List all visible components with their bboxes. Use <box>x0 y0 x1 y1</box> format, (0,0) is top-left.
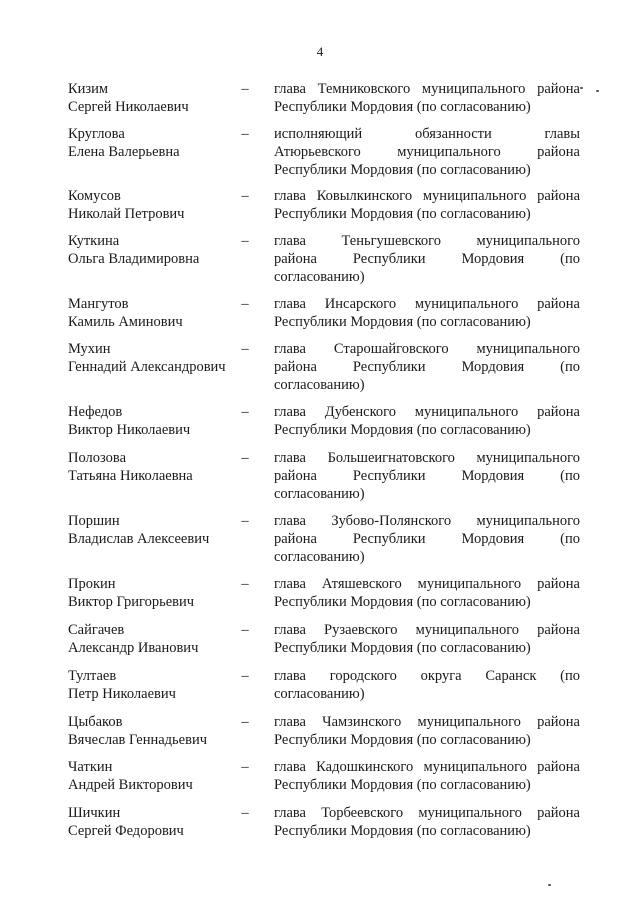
position-description <box>274 804 580 840</box>
surname: Сайгачев <box>68 622 125 638</box>
surname: Кизим <box>68 81 109 97</box>
given-names: Виктор Григорьевич <box>68 594 195 610</box>
description-line: глава Торбеевского муниципального района <box>274 805 580 821</box>
description-line: глава Дубенского муниципального района <box>274 404 580 420</box>
person-name <box>68 667 243 703</box>
surname: Нефедов <box>68 404 123 420</box>
position-description <box>274 340 580 394</box>
description-line: глава Зубово-Полянского муниципального <box>274 513 580 529</box>
position-description <box>274 125 580 179</box>
given-names: Сергей Николаевич <box>68 99 189 115</box>
description-line: района Республики Мордовия (по <box>274 359 580 375</box>
description-line: района Республики Мордовия (по <box>274 468 580 484</box>
description-line: Республики Мордовия (по согласованию) <box>274 206 531 222</box>
description-line: согласованию) <box>274 686 365 702</box>
person-name <box>68 232 243 268</box>
dash-separator: – <box>241 622 249 638</box>
description-line: согласованию) <box>274 486 365 502</box>
dash-separator: – <box>241 296 249 312</box>
description-line: глава Старошайговского муниципального <box>274 341 580 357</box>
position-description <box>274 713 580 749</box>
position-description <box>274 621 580 657</box>
position-description <box>274 232 580 286</box>
dash-separator: – <box>241 513 249 529</box>
dash-separator: – <box>241 805 249 821</box>
given-names: Вячеслав Геннадьевич <box>68 732 208 748</box>
scan-speck <box>548 884 551 886</box>
surname: Поршин <box>68 513 120 529</box>
position-description <box>274 575 580 611</box>
surname: Комусов <box>68 188 121 204</box>
surname: Чаткин <box>68 759 113 775</box>
position-description <box>274 80 580 116</box>
person-name <box>68 80 243 116</box>
scan-speck <box>580 87 583 89</box>
dash-separator: – <box>241 341 249 357</box>
scan-speck <box>596 90 599 92</box>
position-description <box>274 449 580 503</box>
description-line: Республики Мордовия (по согласованию) <box>274 162 531 178</box>
person-name <box>68 187 243 223</box>
given-names: Александр Иванович <box>68 640 199 656</box>
surname: Мухин <box>68 341 111 357</box>
surname: Прокин <box>68 576 116 592</box>
surname: Тултаев <box>68 668 117 684</box>
dash-separator: – <box>241 126 249 142</box>
given-names: Владислав Алексеевич <box>68 531 210 547</box>
description-line: согласованию) <box>274 269 365 285</box>
given-names: Татьяна Николаевна <box>68 468 193 484</box>
given-names: Андрей Викторович <box>68 777 193 793</box>
given-names: Николай Петрович <box>68 206 185 222</box>
description-line: Республики Мордовия (по согласованию) <box>274 314 531 330</box>
person-name <box>68 403 243 439</box>
surname: Мангутов <box>68 296 129 312</box>
given-names: Петр Николаевич <box>68 686 176 702</box>
given-names: Камиль Аминович <box>68 314 183 330</box>
given-names: Геннадий Александрович <box>68 359 226 375</box>
position-description <box>274 667 580 703</box>
dash-separator: – <box>241 233 249 249</box>
description-line: Республики Мордовия (по согласованию) <box>274 823 531 839</box>
person-name <box>68 758 243 794</box>
description-line: согласованию) <box>274 377 365 393</box>
description-line: Республики Мордовия (по согласованию) <box>274 99 531 115</box>
surname: Шичкин <box>68 805 121 821</box>
person-name <box>68 295 243 331</box>
surname: Куткина <box>68 233 120 249</box>
person-name <box>68 621 243 657</box>
description-line: района Республики Мордовия (по <box>274 251 580 267</box>
given-names: Ольга Владимировна <box>68 251 200 267</box>
dash-separator: – <box>241 450 249 466</box>
description-line: Республики Мордовия (по согласованию) <box>274 777 531 793</box>
description-line: глава Теньгушевского муниципального <box>274 233 580 249</box>
description-line: глава Чамзинского муниципального района <box>274 714 580 730</box>
description-line: глава Большеигнатовского муниципального <box>274 450 580 466</box>
position-description <box>274 403 580 439</box>
description-line: глава Рузаевского муниципального района <box>274 622 580 638</box>
description-line: глава городского округа Саранск (по <box>274 668 580 684</box>
description-line: глава Инсарского муниципального района <box>274 296 580 312</box>
description-line: глава Темниковского муниципального района <box>274 81 580 97</box>
position-description <box>274 187 580 223</box>
description-line: Республики Мордовия (по согласованию) <box>274 732 531 748</box>
description-line: Республики Мордовия (по согласованию) <box>274 422 531 438</box>
person-name <box>68 512 243 548</box>
person-name <box>68 575 243 611</box>
description-line: района Республики Мордовия (по <box>274 531 580 547</box>
position-description <box>274 295 580 331</box>
dash-separator: – <box>241 576 249 592</box>
person-name <box>68 449 243 485</box>
given-names: Елена Валерьевна <box>68 144 180 160</box>
description-line: согласованию) <box>274 549 365 565</box>
surname: Круглова <box>68 126 125 142</box>
dash-separator: – <box>241 188 249 204</box>
description-line: Атюрьевского муниципального района <box>274 144 580 160</box>
person-name <box>68 804 243 840</box>
given-names: Виктор Николаевич <box>68 422 191 438</box>
position-description <box>274 758 580 794</box>
dash-separator: – <box>241 404 249 420</box>
description-line: глава Кадошкинского муниципального района <box>274 759 580 775</box>
person-name <box>68 340 243 376</box>
surname: Цыбаков <box>68 714 123 730</box>
dash-separator: – <box>241 714 249 730</box>
dash-separator: – <box>241 81 249 97</box>
page-number: 4 <box>316 44 324 59</box>
position-description <box>274 512 580 566</box>
given-names: Сергей Федорович <box>68 823 184 839</box>
description-line: глава Ковылкинского муниципального района <box>274 188 580 204</box>
description-line: Республики Мордовия (по согласованию) <box>274 594 531 610</box>
person-name <box>68 125 243 161</box>
person-name <box>68 713 243 749</box>
surname: Полозова <box>68 450 126 466</box>
description-line: Республики Мордовия (по согласованию) <box>274 640 531 656</box>
description-line: глава Атяшевского муниципального района <box>274 576 580 592</box>
dash-separator: – <box>241 759 249 775</box>
description-line: исполняющий обязанности главы <box>274 126 580 142</box>
dash-separator: – <box>241 668 249 684</box>
